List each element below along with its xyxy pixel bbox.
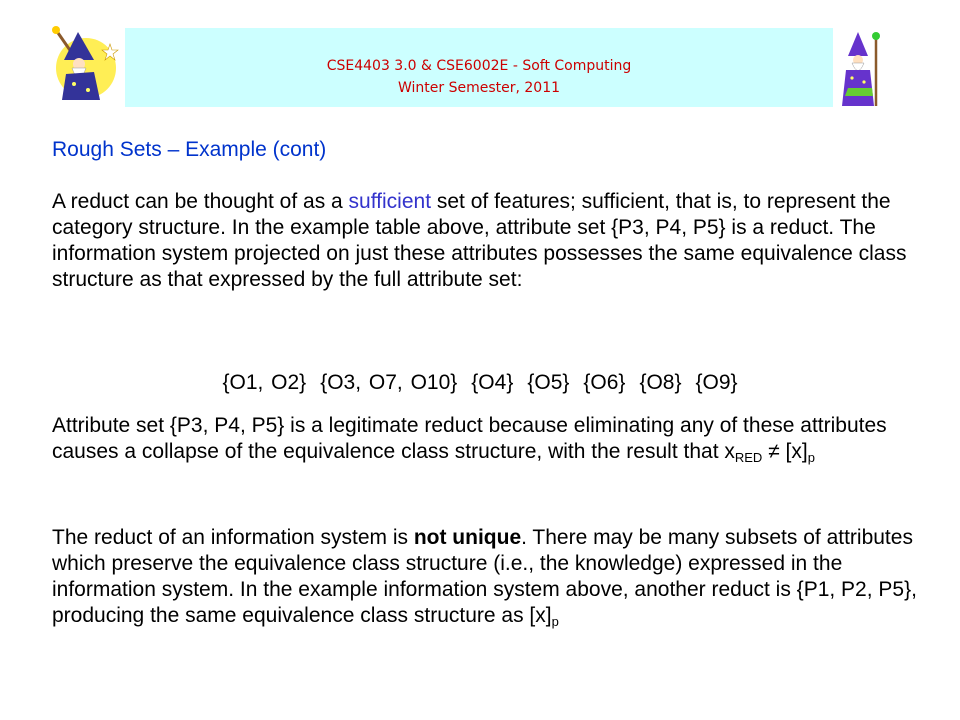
- semester-label: Winter Semester, 2011: [397, 80, 561, 96]
- para1-text-end: set of features; sufficient, that is, to represent the category structure. In the example table above, attribute set {P3, P4, P5} is a reduct. The information system projected on just these attributes possesses the same equivalence class structure as that expressed by the full attribute set:: [52, 190, 907, 291]
- wizard-logo-left: [48, 26, 128, 106]
- equivalence-class: {O3, O7, O10}: [320, 371, 458, 394]
- subscript-red: RED: [734, 450, 763, 465]
- course-title: CSE4403 3.0 & CSE6002E - Soft Computing: [326, 58, 632, 74]
- para1-text-start: A reduct can be thought of as a: [52, 190, 349, 213]
- paragraph-reduct-not-unique: [52, 525, 922, 629]
- equivalence-class: {O5}: [527, 371, 570, 394]
- equivalence-class: {O6}: [583, 371, 626, 394]
- paragraph-reduct-definition: [52, 189, 922, 293]
- slide-title: Rough Sets – Example (cont): [52, 138, 327, 161]
- equivalence-class: {O4}: [471, 371, 514, 394]
- highlight-sufficient: sufficient: [348, 190, 432, 213]
- equivalence-class: {O1, O2}: [222, 371, 307, 394]
- subscript-p: p: [807, 450, 815, 465]
- wizard-logo-right: [838, 30, 886, 108]
- subscript-p: p: [551, 614, 559, 629]
- para3-text-start: The reduct of an information system is: [52, 526, 414, 549]
- equivalence-class: {O9}: [695, 371, 738, 394]
- para2-text: Attribute set {P3, P4, P5} is a legitimate reduct because eliminating any of these attributes causes a collapse of the equivalence class structure, with the result that x: [52, 414, 887, 463]
- not-equal-expression: ≠ [x]: [762, 440, 808, 463]
- paragraph-legitimate-reduct: [52, 413, 922, 465]
- header-banner: [125, 28, 833, 107]
- equivalence-class: {O8}: [639, 371, 682, 394]
- para3-text-end: . There may be many subsets of attributes which preserve the equivalence class structure (i.e., the knowledge) expressed in the information system. In the example information system above, another reduct is {P1, P2, P5}, producing the same equivalence class structure as [x]: [52, 526, 917, 627]
- equivalence-classes: [0, 370, 960, 396]
- bold-not-unique: not unique: [413, 526, 522, 549]
